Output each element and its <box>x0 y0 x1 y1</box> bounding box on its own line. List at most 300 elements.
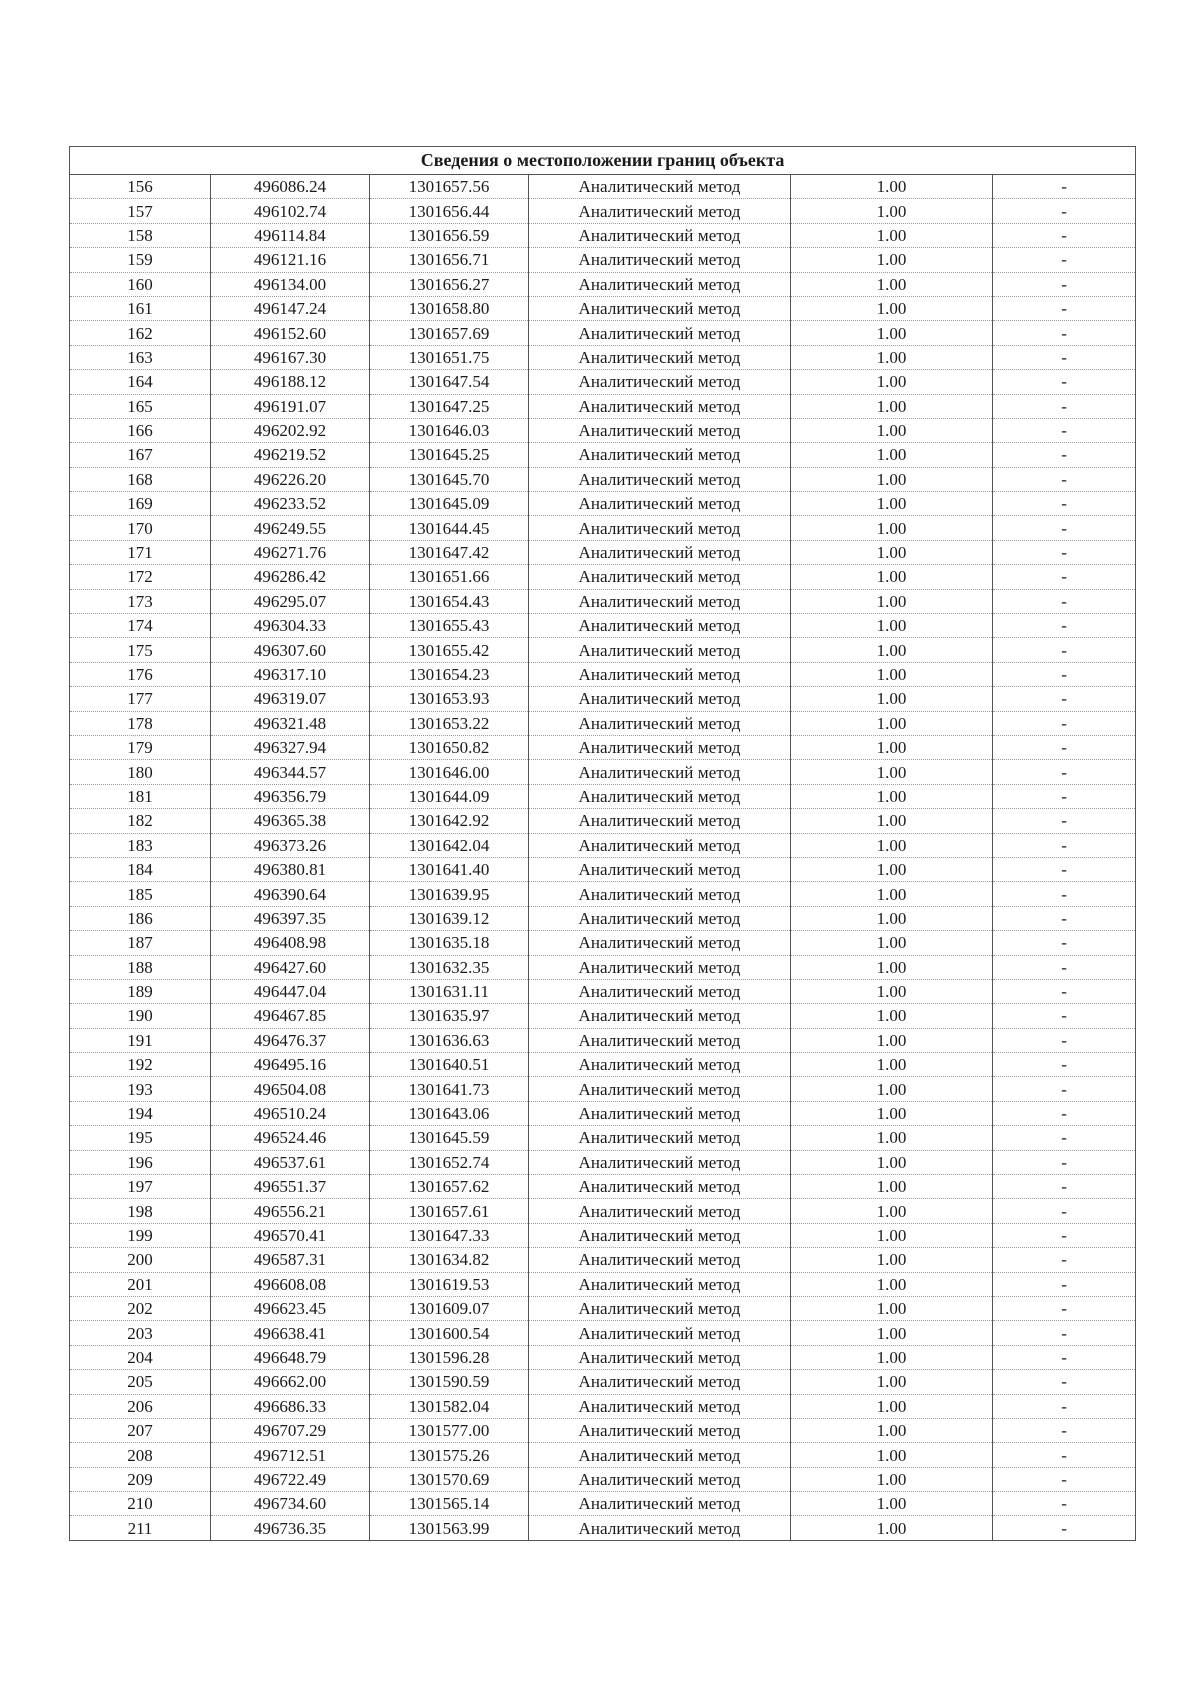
method-cell: Аналитический метод <box>529 321 791 345</box>
point-number-cell: 182 <box>70 809 211 833</box>
method-cell: Аналитический метод <box>529 784 791 808</box>
x-coordinate-cell: 496121.16 <box>211 248 370 272</box>
method-cell: Аналитический метод <box>529 857 791 881</box>
method-cell: Аналитический метод <box>529 1296 791 1320</box>
x-coordinate-cell: 496134.00 <box>211 272 370 296</box>
precision-cell: 1.00 <box>791 1248 993 1272</box>
point-number-cell: 168 <box>70 467 211 491</box>
description-cell: - <box>993 833 1136 857</box>
precision-cell: 1.00 <box>791 370 993 394</box>
precision-cell: 1.00 <box>791 1004 993 1028</box>
point-number-cell: 203 <box>70 1321 211 1345</box>
y-coordinate-cell: 1301640.51 <box>370 1053 529 1077</box>
description-cell: - <box>993 199 1136 223</box>
y-coordinate-cell: 1301609.07 <box>370 1296 529 1320</box>
table-row <box>70 1492 1136 1516</box>
x-coordinate-cell: 496365.38 <box>211 809 370 833</box>
x-coordinate-cell: 496524.46 <box>211 1126 370 1150</box>
table-row <box>70 345 1136 369</box>
precision-cell: 1.00 <box>791 1516 993 1540</box>
description-cell: - <box>993 1126 1136 1150</box>
description-cell: - <box>993 467 1136 491</box>
method-cell: Аналитический метод <box>529 1516 791 1540</box>
table-row <box>70 272 1136 296</box>
method-cell: Аналитический метод <box>529 296 791 320</box>
description-cell: - <box>993 345 1136 369</box>
point-number-cell: 162 <box>70 321 211 345</box>
description-cell: - <box>993 272 1136 296</box>
y-coordinate-cell: 1301641.40 <box>370 857 529 881</box>
precision-cell: 1.00 <box>791 1199 993 1223</box>
precision-cell: 1.00 <box>791 955 993 979</box>
x-coordinate-cell: 496608.08 <box>211 1272 370 1296</box>
point-number-cell: 201 <box>70 1272 211 1296</box>
y-coordinate-cell: 1301619.53 <box>370 1272 529 1296</box>
point-number-cell: 194 <box>70 1101 211 1125</box>
precision-cell: 1.00 <box>791 223 993 247</box>
description-cell: - <box>993 979 1136 1003</box>
x-coordinate-cell: 496380.81 <box>211 857 370 881</box>
y-coordinate-cell: 1301563.99 <box>370 1516 529 1540</box>
precision-cell: 1.00 <box>791 394 993 418</box>
table-row <box>70 1467 1136 1491</box>
x-coordinate-cell: 496321.48 <box>211 711 370 735</box>
point-number-cell: 163 <box>70 345 211 369</box>
table-row <box>70 516 1136 540</box>
y-coordinate-cell: 1301631.11 <box>370 979 529 1003</box>
point-number-cell: 179 <box>70 735 211 759</box>
method-cell: Аналитический метод <box>529 906 791 930</box>
precision-cell: 1.00 <box>791 565 993 589</box>
point-number-cell: 158 <box>70 223 211 247</box>
table-row <box>70 1321 1136 1345</box>
table-row <box>70 467 1136 491</box>
precision-cell: 1.00 <box>791 1126 993 1150</box>
y-coordinate-cell: 1301636.63 <box>370 1028 529 1052</box>
method-cell: Аналитический метод <box>529 418 791 442</box>
x-coordinate-cell: 496188.12 <box>211 370 370 394</box>
table-row <box>70 638 1136 662</box>
x-coordinate-cell: 496226.20 <box>211 467 370 491</box>
point-number-cell: 183 <box>70 833 211 857</box>
x-coordinate-cell: 496408.98 <box>211 931 370 955</box>
table-row <box>70 1101 1136 1125</box>
description-cell: - <box>993 1272 1136 1296</box>
y-coordinate-cell: 1301651.75 <box>370 345 529 369</box>
x-coordinate-cell: 496317.10 <box>211 662 370 686</box>
x-coordinate-cell: 496587.31 <box>211 1248 370 1272</box>
description-cell: - <box>993 1418 1136 1442</box>
point-number-cell: 198 <box>70 1199 211 1223</box>
x-coordinate-cell: 496304.33 <box>211 614 370 638</box>
x-coordinate-cell: 496570.41 <box>211 1223 370 1247</box>
table-row <box>70 1345 1136 1369</box>
precision-cell: 1.00 <box>791 175 993 199</box>
table-row <box>70 979 1136 1003</box>
point-number-cell: 205 <box>70 1370 211 1394</box>
point-number-cell: 191 <box>70 1028 211 1052</box>
description-cell: - <box>993 711 1136 735</box>
description-cell: - <box>993 1394 1136 1418</box>
precision-cell: 1.00 <box>791 1296 993 1320</box>
description-cell: - <box>993 1492 1136 1516</box>
precision-cell: 1.00 <box>791 833 993 857</box>
table-row <box>70 1053 1136 1077</box>
precision-cell: 1.00 <box>791 1443 993 1467</box>
precision-cell: 1.00 <box>791 1418 993 1442</box>
description-cell: - <box>993 882 1136 906</box>
method-cell: Аналитический метод <box>529 711 791 735</box>
y-coordinate-cell: 1301635.18 <box>370 931 529 955</box>
x-coordinate-cell: 496356.79 <box>211 784 370 808</box>
method-cell: Аналитический метод <box>529 931 791 955</box>
y-coordinate-cell: 1301645.70 <box>370 467 529 491</box>
description-cell: - <box>993 223 1136 247</box>
point-number-cell: 202 <box>70 1296 211 1320</box>
precision-cell: 1.00 <box>791 906 993 930</box>
precision-cell: 1.00 <box>791 1150 993 1174</box>
description-cell: - <box>993 735 1136 759</box>
description-cell: - <box>993 1370 1136 1394</box>
table-row <box>70 370 1136 394</box>
table-row <box>70 857 1136 881</box>
x-coordinate-cell: 496397.35 <box>211 906 370 930</box>
y-coordinate-cell: 1301654.43 <box>370 589 529 613</box>
x-coordinate-cell: 496504.08 <box>211 1077 370 1101</box>
x-coordinate-cell: 496295.07 <box>211 589 370 613</box>
description-cell: - <box>993 492 1136 516</box>
y-coordinate-cell: 1301575.26 <box>370 1443 529 1467</box>
x-coordinate-cell: 496447.04 <box>211 979 370 1003</box>
x-coordinate-cell: 496734.60 <box>211 1492 370 1516</box>
y-coordinate-cell: 1301651.66 <box>370 565 529 589</box>
point-number-cell: 192 <box>70 1053 211 1077</box>
y-coordinate-cell: 1301656.44 <box>370 199 529 223</box>
point-number-cell: 187 <box>70 931 211 955</box>
description-cell: - <box>993 248 1136 272</box>
description-cell: - <box>993 955 1136 979</box>
description-cell: - <box>993 1101 1136 1125</box>
point-number-cell: 166 <box>70 418 211 442</box>
x-coordinate-cell: 496427.60 <box>211 955 370 979</box>
point-number-cell: 156 <box>70 175 211 199</box>
method-cell: Аналитический метод <box>529 1321 791 1345</box>
y-coordinate-cell: 1301565.14 <box>370 1492 529 1516</box>
method-cell: Аналитический метод <box>529 394 791 418</box>
table-row <box>70 931 1136 955</box>
point-number-cell: 200 <box>70 1248 211 1272</box>
method-cell: Аналитический метод <box>529 687 791 711</box>
table-title-row <box>70 147 1136 175</box>
point-number-cell: 165 <box>70 394 211 418</box>
method-cell: Аналитический метод <box>529 1492 791 1516</box>
description-cell: - <box>993 1004 1136 1028</box>
point-number-cell: 159 <box>70 248 211 272</box>
method-cell: Аналитический метод <box>529 248 791 272</box>
description-cell: - <box>993 1150 1136 1174</box>
method-cell: Аналитический метод <box>529 1199 791 1223</box>
y-coordinate-cell: 1301646.00 <box>370 760 529 784</box>
table-row <box>70 1248 1136 1272</box>
table-row <box>70 906 1136 930</box>
table-row <box>70 223 1136 247</box>
precision-cell: 1.00 <box>791 199 993 223</box>
precision-cell: 1.00 <box>791 272 993 296</box>
table-row <box>70 1199 1136 1223</box>
y-coordinate-cell: 1301647.33 <box>370 1223 529 1247</box>
method-cell: Аналитический метод <box>529 1272 791 1296</box>
precision-cell: 1.00 <box>791 321 993 345</box>
description-cell: - <box>993 638 1136 662</box>
x-coordinate-cell: 496233.52 <box>211 492 370 516</box>
description-cell: - <box>993 809 1136 833</box>
point-number-cell: 157 <box>70 199 211 223</box>
table-row <box>70 1028 1136 1052</box>
x-coordinate-cell: 496623.45 <box>211 1296 370 1320</box>
precision-cell: 1.00 <box>791 1053 993 1077</box>
y-coordinate-cell: 1301656.71 <box>370 248 529 272</box>
point-number-cell: 193 <box>70 1077 211 1101</box>
description-cell: - <box>993 589 1136 613</box>
description-cell: - <box>993 1028 1136 1052</box>
method-cell: Аналитический метод <box>529 443 791 467</box>
point-number-cell: 177 <box>70 687 211 711</box>
method-cell: Аналитический метод <box>529 979 791 1003</box>
table-row <box>70 199 1136 223</box>
method-cell: Аналитический метод <box>529 1443 791 1467</box>
table-row <box>70 443 1136 467</box>
point-number-cell: 180 <box>70 760 211 784</box>
description-cell: - <box>993 1321 1136 1345</box>
x-coordinate-cell: 496102.74 <box>211 199 370 223</box>
x-coordinate-cell: 496736.35 <box>211 1516 370 1540</box>
method-cell: Аналитический метод <box>529 833 791 857</box>
y-coordinate-cell: 1301639.95 <box>370 882 529 906</box>
y-coordinate-cell: 1301654.23 <box>370 662 529 686</box>
precision-cell: 1.00 <box>791 735 993 759</box>
x-coordinate-cell: 496390.64 <box>211 882 370 906</box>
description-cell: - <box>993 931 1136 955</box>
x-coordinate-cell: 496249.55 <box>211 516 370 540</box>
y-coordinate-cell: 1301650.82 <box>370 735 529 759</box>
x-coordinate-cell: 496286.42 <box>211 565 370 589</box>
method-cell: Аналитический метод <box>529 175 791 199</box>
description-cell: - <box>993 1248 1136 1272</box>
table-row <box>70 296 1136 320</box>
x-coordinate-cell: 496086.24 <box>211 175 370 199</box>
precision-cell: 1.00 <box>791 662 993 686</box>
method-cell: Аналитический метод <box>529 1345 791 1369</box>
method-cell: Аналитический метод <box>529 955 791 979</box>
precision-cell: 1.00 <box>791 1345 993 1369</box>
point-number-cell: 199 <box>70 1223 211 1247</box>
precision-cell: 1.00 <box>791 979 993 1003</box>
point-number-cell: 207 <box>70 1418 211 1442</box>
point-number-cell: 210 <box>70 1492 211 1516</box>
x-coordinate-cell: 496344.57 <box>211 760 370 784</box>
precision-cell: 1.00 <box>791 418 993 442</box>
y-coordinate-cell: 1301635.97 <box>370 1004 529 1028</box>
precision-cell: 1.00 <box>791 1223 993 1247</box>
method-cell: Аналитический метод <box>529 272 791 296</box>
x-coordinate-cell: 496152.60 <box>211 321 370 345</box>
precision-cell: 1.00 <box>791 1175 993 1199</box>
table-row <box>70 760 1136 784</box>
table-row <box>70 711 1136 735</box>
description-cell: - <box>993 662 1136 686</box>
table-row <box>70 1150 1136 1174</box>
x-coordinate-cell: 496319.07 <box>211 687 370 711</box>
y-coordinate-cell: 1301657.62 <box>370 1175 529 1199</box>
description-cell: - <box>993 175 1136 199</box>
method-cell: Аналитический метод <box>529 1101 791 1125</box>
precision-cell: 1.00 <box>791 1370 993 1394</box>
precision-cell: 1.00 <box>791 492 993 516</box>
x-coordinate-cell: 496467.85 <box>211 1004 370 1028</box>
table-row <box>70 1370 1136 1394</box>
x-coordinate-cell: 496114.84 <box>211 223 370 247</box>
description-cell: - <box>993 784 1136 808</box>
y-coordinate-cell: 1301653.93 <box>370 687 529 711</box>
method-cell: Аналитический метод <box>529 1150 791 1174</box>
description-cell: - <box>993 614 1136 638</box>
description-cell: - <box>993 1516 1136 1540</box>
precision-cell: 1.00 <box>791 638 993 662</box>
table-row <box>70 492 1136 516</box>
table-row <box>70 833 1136 857</box>
precision-cell: 1.00 <box>791 1394 993 1418</box>
table-row <box>70 540 1136 564</box>
point-number-cell: 189 <box>70 979 211 1003</box>
method-cell: Аналитический метод <box>529 492 791 516</box>
description-cell: - <box>993 1223 1136 1247</box>
description-cell: - <box>993 394 1136 418</box>
description-cell: - <box>993 687 1136 711</box>
point-number-cell: 178 <box>70 711 211 735</box>
y-coordinate-cell: 1301647.25 <box>370 394 529 418</box>
y-coordinate-cell: 1301656.59 <box>370 223 529 247</box>
y-coordinate-cell: 1301596.28 <box>370 1345 529 1369</box>
x-coordinate-cell: 496686.33 <box>211 1394 370 1418</box>
description-cell: - <box>993 857 1136 881</box>
method-cell: Аналитический метод <box>529 1053 791 1077</box>
method-cell: Аналитический метод <box>529 1467 791 1491</box>
boundary-coordinates-table <box>69 146 1136 1541</box>
y-coordinate-cell: 1301655.42 <box>370 638 529 662</box>
method-cell: Аналитический метод <box>529 345 791 369</box>
point-number-cell: 204 <box>70 1345 211 1369</box>
x-coordinate-cell: 496476.37 <box>211 1028 370 1052</box>
table-row <box>70 1272 1136 1296</box>
x-coordinate-cell: 496556.21 <box>211 1199 370 1223</box>
description-cell: - <box>993 1296 1136 1320</box>
x-coordinate-cell: 496648.79 <box>211 1345 370 1369</box>
table-row <box>70 809 1136 833</box>
point-number-cell: 208 <box>70 1443 211 1467</box>
method-cell: Аналитический метод <box>529 1077 791 1101</box>
method-cell: Аналитический метод <box>529 1028 791 1052</box>
point-number-cell: 172 <box>70 565 211 589</box>
method-cell: Аналитический метод <box>529 1370 791 1394</box>
x-coordinate-cell: 496307.60 <box>211 638 370 662</box>
method-cell: Аналитический метод <box>529 199 791 223</box>
x-coordinate-cell: 496707.29 <box>211 1418 370 1442</box>
table-row <box>70 565 1136 589</box>
description-cell: - <box>993 321 1136 345</box>
description-cell: - <box>993 443 1136 467</box>
method-cell: Аналитический метод <box>529 809 791 833</box>
point-number-cell: 170 <box>70 516 211 540</box>
description-cell: - <box>993 540 1136 564</box>
point-number-cell: 184 <box>70 857 211 881</box>
table-row <box>70 735 1136 759</box>
y-coordinate-cell: 1301646.03 <box>370 418 529 442</box>
y-coordinate-cell: 1301644.45 <box>370 516 529 540</box>
point-number-cell: 185 <box>70 882 211 906</box>
precision-cell: 1.00 <box>791 1077 993 1101</box>
point-number-cell: 188 <box>70 955 211 979</box>
point-number-cell: 186 <box>70 906 211 930</box>
y-coordinate-cell: 1301570.69 <box>370 1467 529 1491</box>
y-coordinate-cell: 1301641.73 <box>370 1077 529 1101</box>
x-coordinate-cell: 496147.24 <box>211 296 370 320</box>
y-coordinate-cell: 1301652.74 <box>370 1150 529 1174</box>
precision-cell: 1.00 <box>791 1321 993 1345</box>
table-title: Сведения о местоположении границ объекта <box>70 147 1136 175</box>
precision-cell: 1.00 <box>791 882 993 906</box>
x-coordinate-cell: 496712.51 <box>211 1443 370 1467</box>
precision-cell: 1.00 <box>791 296 993 320</box>
method-cell: Аналитический метод <box>529 1394 791 1418</box>
x-coordinate-cell: 496167.30 <box>211 345 370 369</box>
y-coordinate-cell: 1301634.82 <box>370 1248 529 1272</box>
method-cell: Аналитический метод <box>529 467 791 491</box>
y-coordinate-cell: 1301657.69 <box>370 321 529 345</box>
method-cell: Аналитический метод <box>529 1223 791 1247</box>
precision-cell: 1.00 <box>791 931 993 955</box>
description-cell: - <box>993 1467 1136 1491</box>
y-coordinate-cell: 1301645.59 <box>370 1126 529 1150</box>
y-coordinate-cell: 1301647.54 <box>370 370 529 394</box>
point-number-cell: 196 <box>70 1150 211 1174</box>
x-coordinate-cell: 496537.61 <box>211 1150 370 1174</box>
table-row <box>70 955 1136 979</box>
precision-cell: 1.00 <box>791 809 993 833</box>
precision-cell: 1.00 <box>791 1492 993 1516</box>
method-cell: Аналитический метод <box>529 1248 791 1272</box>
table-row <box>70 1296 1136 1320</box>
y-coordinate-cell: 1301582.04 <box>370 1394 529 1418</box>
description-cell: - <box>993 906 1136 930</box>
x-coordinate-cell: 496638.41 <box>211 1321 370 1345</box>
point-number-cell: 195 <box>70 1126 211 1150</box>
x-coordinate-cell: 496191.07 <box>211 394 370 418</box>
y-coordinate-cell: 1301639.12 <box>370 906 529 930</box>
point-number-cell: 174 <box>70 614 211 638</box>
point-number-cell: 167 <box>70 443 211 467</box>
method-cell: Аналитический метод <box>529 882 791 906</box>
precision-cell: 1.00 <box>791 516 993 540</box>
y-coordinate-cell: 1301658.80 <box>370 296 529 320</box>
method-cell: Аналитический метод <box>529 589 791 613</box>
precision-cell: 1.00 <box>791 784 993 808</box>
table-row <box>70 321 1136 345</box>
precision-cell: 1.00 <box>791 760 993 784</box>
table-row <box>70 882 1136 906</box>
y-coordinate-cell: 1301645.25 <box>370 443 529 467</box>
y-coordinate-cell: 1301657.61 <box>370 1199 529 1223</box>
description-cell: - <box>993 418 1136 442</box>
